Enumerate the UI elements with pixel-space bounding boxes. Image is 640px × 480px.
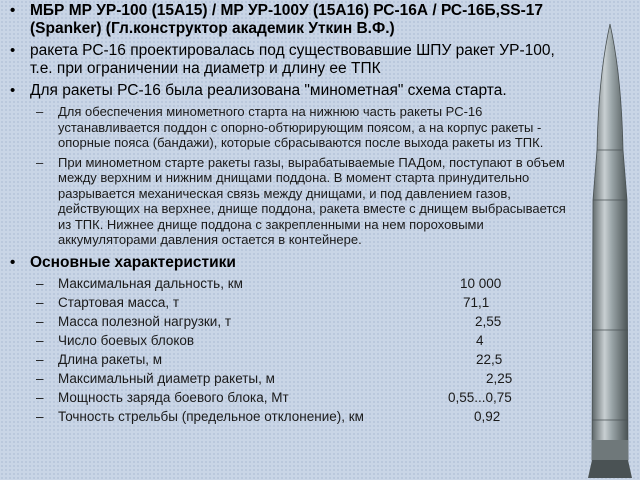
specs-heading <box>8 254 576 272</box>
spec-row <box>8 407 576 426</box>
slide-content <box>8 2 576 426</box>
bullet-dot-icon: • <box>10 253 16 271</box>
sub-bullet-text: Для обеспечения минометного старта на нижнюю часть ракеты РС-16 устанавливается поддон с опорно-обтюрирующим поясом, а на корпус ракеты - опорные пояса (бандажи), которые сбрасываются после выхода ракеты из ТПК. <box>58 104 544 150</box>
bullet-text: Для ракеты РС-16 была реализована "минометная" схема старта. <box>30 82 507 99</box>
bullet-item <box>8 42 576 78</box>
bullet-title <box>8 2 576 38</box>
bullet-dot-icon: • <box>10 82 16 99</box>
dash-icon: – <box>36 408 44 424</box>
spec-row <box>8 369 576 388</box>
dash-icon: – <box>36 370 44 386</box>
spec-label: Максимальная дальность, км <box>58 275 243 291</box>
spec-label: Точность стрельбы (предельное отклонение), км <box>58 408 364 424</box>
spec-label: Длина ракеты, м <box>58 351 163 367</box>
spec-value: 2,25 <box>486 370 513 386</box>
sub-bullet-item <box>8 104 576 151</box>
spec-row <box>8 293 576 312</box>
spec-label: Число боевых блоков <box>58 332 195 348</box>
spec-value: 71,1 <box>463 294 490 310</box>
dash-icon: – <box>36 332 44 348</box>
spec-row <box>8 331 576 350</box>
spec-row <box>8 350 576 369</box>
spec-row <box>8 312 576 331</box>
spec-value: 10 000 <box>460 275 502 291</box>
spec-row <box>8 274 576 293</box>
rocket-image <box>580 0 640 480</box>
dash-icon: – <box>36 351 44 367</box>
dash-icon: – <box>36 104 44 119</box>
bullet-item <box>8 82 576 100</box>
sub-bullet-text: При минометном старте ракеты газы, вырабатываемые ПАДом, поступают в объем между верхним и нижним днищами поддона. В момент старта принудительно разрывается механическая связь между днищами, и под давлением газов, действующих на верхнее, днище поддона, ракета вместе с днищем выбрасывается из ТПК. Нижнее днище поддона с закрепленными на нем пороховыми аккумуляторами давления остается в контейнере. <box>58 154 566 247</box>
dash-icon: – <box>36 294 44 310</box>
bullet-dot-icon: • <box>10 2 16 19</box>
spec-row <box>8 388 576 407</box>
spec-value: 0,92 <box>474 408 501 424</box>
dash-icon: – <box>36 154 44 170</box>
dash-icon: – <box>36 389 44 405</box>
specs-list <box>8 274 576 426</box>
spec-label: Стартовая масса, т <box>58 294 180 310</box>
spec-value: 4 <box>476 332 484 348</box>
spec-label: Максимальный диаметр ракеты, м <box>58 370 275 386</box>
spec-value: 2,55 <box>475 313 502 329</box>
spec-value: 22,5 <box>476 351 503 367</box>
dash-icon: – <box>36 313 44 329</box>
spec-label: Мощность заряда боевого блока, Мт <box>58 389 289 405</box>
specs-title: Основные характеристики <box>30 253 236 271</box>
spec-value: 0,55...0,75 <box>448 389 512 405</box>
bullet-dot-icon: • <box>10 42 16 59</box>
sub-bullet-item <box>8 155 576 248</box>
bullet-text: ракета РС-16 проектировалась под существовавшие ШПУ ракет УР-100, т.е. при ограничении на диаметр и длину ее ТПК <box>30 42 555 77</box>
bullet-text: МБР МР УР-100 (15А15) / МР УР-100У (15А16) РС-16А / РС-16Б,SS-17 (Spanker) (Гл.конструктор академик Уткин В.Ф.) <box>30 2 544 37</box>
spec-label: Масса полезной нагрузки, т <box>58 313 232 329</box>
dash-icon: – <box>36 275 44 291</box>
